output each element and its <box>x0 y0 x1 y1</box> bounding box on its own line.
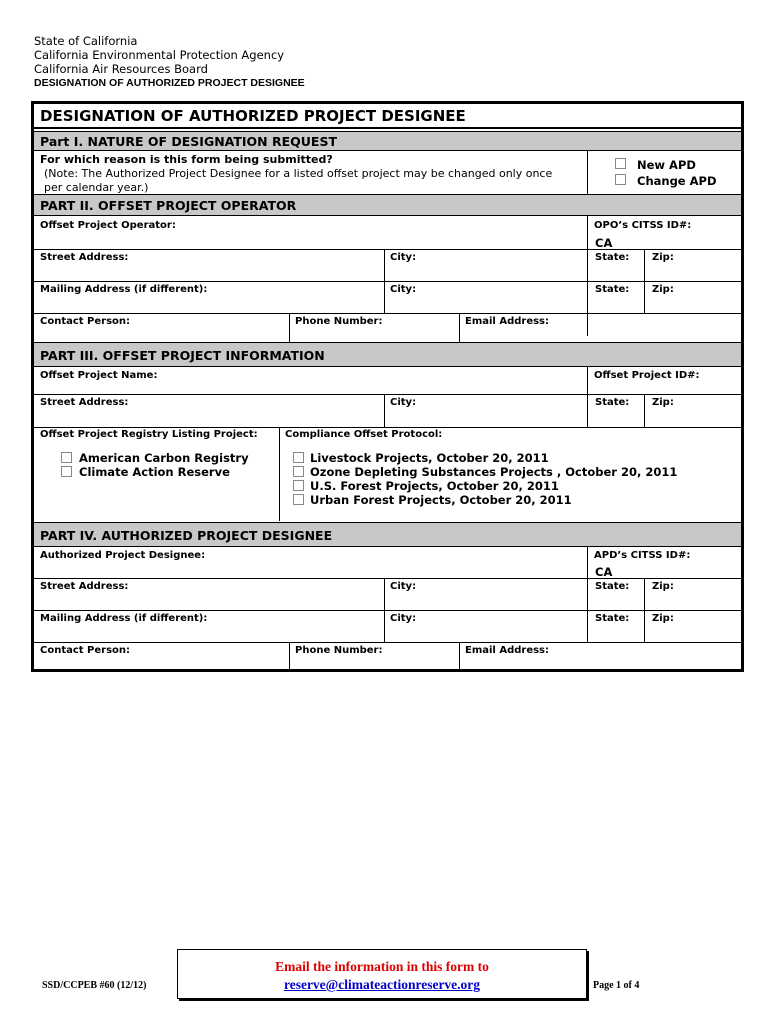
new-apd-checkbox[interactable] <box>615 158 626 169</box>
project-zip-label: Zip: <box>652 397 674 408</box>
change-apd-label: Change APD <box>637 174 717 188</box>
apd-street-label: Street Address: <box>40 581 129 592</box>
part1-heading: Part I. NATURE OF DESIGNATION REQUEST <box>34 131 741 151</box>
opo-street-label: Street Address: <box>40 252 129 263</box>
apd-mailing-zip-label: Zip: <box>652 613 674 624</box>
new-apd-label: New APD <box>637 158 696 172</box>
apd-citss-label: APD’s CITSS ID#: <box>594 550 691 561</box>
part1-note-line2: per calendar year.) <box>44 181 149 194</box>
document-header <box>34 34 305 90</box>
apd-phone-label: Phone Number: <box>295 645 383 656</box>
email-link[interactable]: reserve@climateactionreserve.org <box>283 977 481 992</box>
registry-label: Offset Project Registry Listing Project: <box>40 429 258 440</box>
header-form-title: DESIGNATION OF AUTHORIZED PROJECT DESIGNEE <box>34 77 305 89</box>
apd-state-value: CA <box>595 565 613 579</box>
opo-mailing-label: Mailing Address (if different): <box>40 284 208 295</box>
part3-heading: PART III. OFFSET PROJECT INFORMATION <box>34 342 741 367</box>
opo-zip-label: Zip: <box>652 252 674 263</box>
page-number: Page 1 of 4 <box>593 980 640 991</box>
header-state: State of California <box>34 34 138 48</box>
part1-note-line1: (Note: The Authorized Project Designee for a listed offset project may be changed only once <box>44 167 553 180</box>
apd-mailing-state-label: State: <box>595 613 630 624</box>
opo-citss-label: OPO’s CITSS ID#: <box>594 220 692 231</box>
email-instruction-text: Email the information in this form to <box>275 959 489 974</box>
us-forest-label: U.S. Forest Projects, October 20, 2011 <box>310 479 559 493</box>
livestock-checkbox[interactable] <box>293 452 304 463</box>
change-apd-checkbox[interactable] <box>615 174 626 185</box>
project-street-label: Street Address: <box>40 397 129 408</box>
ods-checkbox[interactable] <box>293 466 304 477</box>
opo-state-value: CA <box>595 236 613 250</box>
opo-phone-label: Phone Number: <box>295 316 383 327</box>
car-checkbox[interactable] <box>61 466 72 477</box>
urban-forest-checkbox[interactable] <box>293 494 304 505</box>
header-board: California Air Resources Board <box>34 62 208 76</box>
apd-name-label: Authorized Project Designee: <box>40 550 206 561</box>
apd-city-label: City: <box>390 581 417 592</box>
apd-mailing-city-label: City: <box>390 613 417 624</box>
ods-label: Ozone Depleting Substances Projects , October 20, 2011 <box>310 465 678 479</box>
opo-mailing-zip-label: Zip: <box>652 284 674 295</box>
us-forest-checkbox[interactable] <box>293 480 304 491</box>
car-label: Climate Action Reserve <box>79 465 230 479</box>
opo-city-label: City: <box>390 252 417 263</box>
opo-state-label: State: <box>595 252 630 263</box>
email-instructions <box>177 949 587 999</box>
part4-heading: PART IV. AUTHORIZED PROJECT DESIGNEE <box>34 522 741 547</box>
urban-forest-label: Urban Forest Projects, October 20, 2011 <box>310 493 572 507</box>
project-state-label: State: <box>595 397 630 408</box>
opo-contact-label: Contact Person: <box>40 316 131 327</box>
protocol-label: Compliance Offset Protocol: <box>285 429 443 440</box>
apd-mailing-label: Mailing Address (if different): <box>40 613 208 624</box>
header-agency: California Environmental Protection Agency <box>34 48 285 62</box>
project-id-label: Offset Project ID#: <box>594 370 700 381</box>
opo-email-label: Email Address: <box>465 316 550 327</box>
project-city-label: City: <box>390 397 417 408</box>
livestock-label: Livestock Projects, October 20, 2011 <box>310 451 549 465</box>
project-name-label: Offset Project Name: <box>40 370 158 381</box>
opo-name-label: Offset Project Operator: <box>40 220 176 231</box>
apd-contact-label: Contact Person: <box>40 645 131 656</box>
acr-checkbox[interactable] <box>61 452 72 463</box>
opo-mailing-state-label: State: <box>595 284 630 295</box>
acr-label: American Carbon Registry <box>79 451 249 465</box>
apd-email-label: Email Address: <box>465 645 550 656</box>
opo-mailing-city-label: City: <box>390 284 417 295</box>
apd-state-label: State: <box>595 581 630 592</box>
apd-zip-label: Zip: <box>652 581 674 592</box>
designation-form <box>31 101 744 672</box>
form-number: SSD/CCPEB #60 (12/12) <box>42 980 147 991</box>
form-title: DESIGNATION OF AUTHORIZED PROJECT DESIGNEE <box>34 104 741 129</box>
part2-heading: PART II. OFFSET PROJECT OPERATOR <box>34 194 741 216</box>
part1-question: For which reason is this form being submitted? <box>40 153 333 166</box>
